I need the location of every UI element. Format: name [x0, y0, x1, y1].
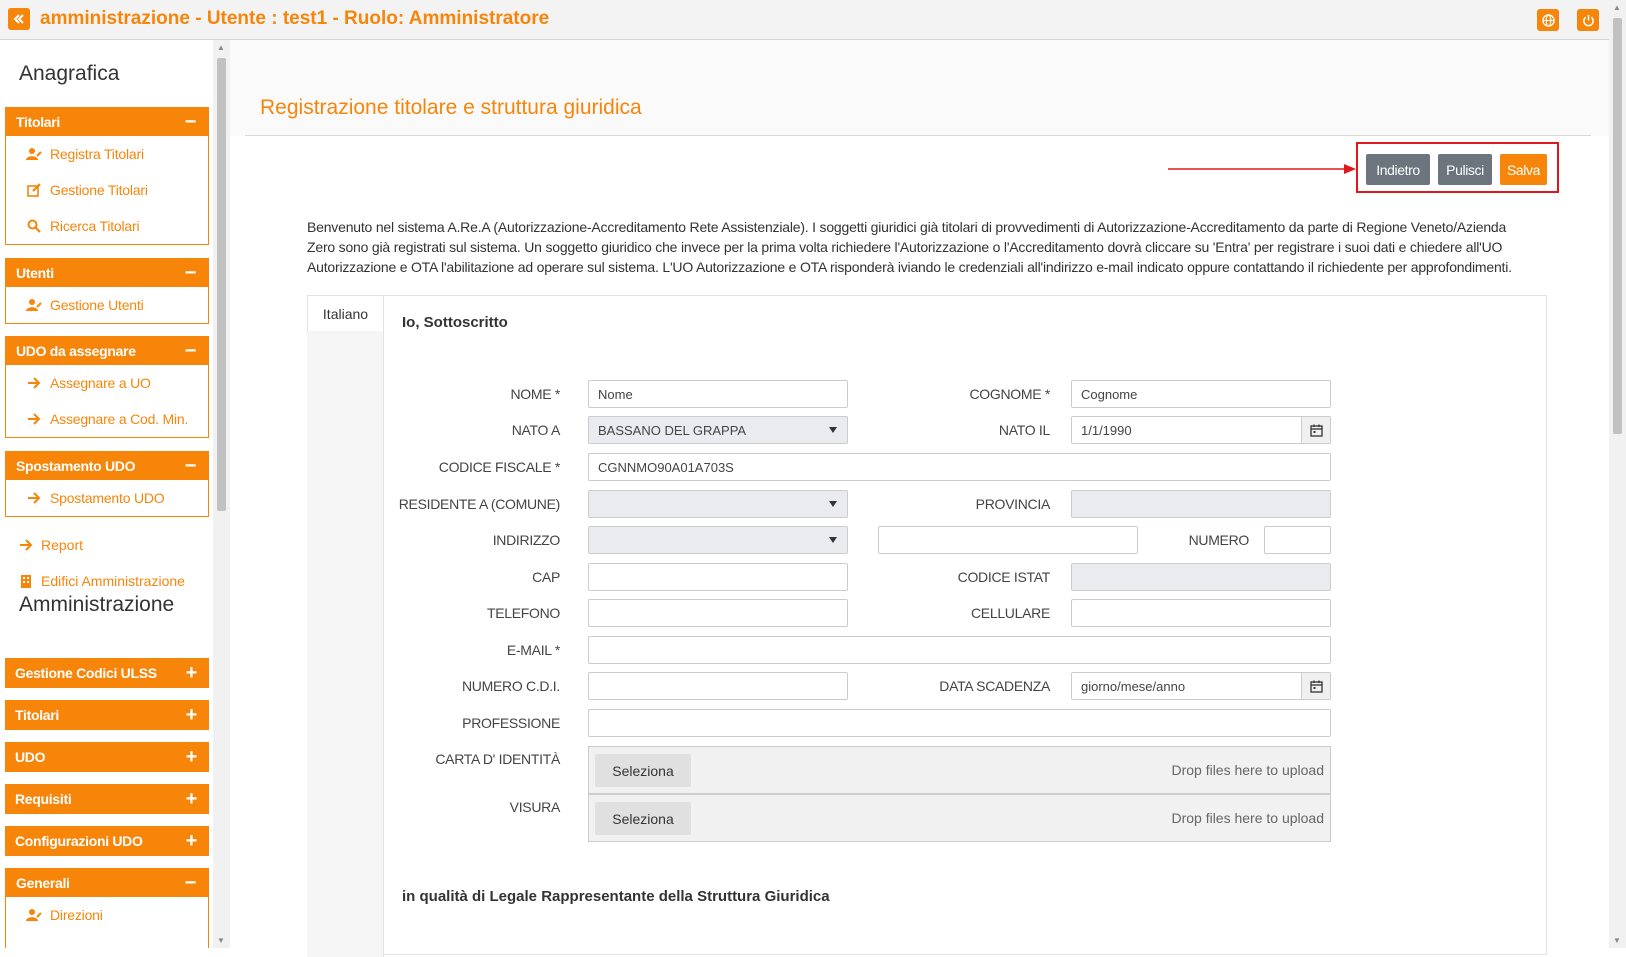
sidebar-item-report[interactable]: Report	[17, 537, 83, 553]
scroll-down-icon[interactable]: ▼	[1613, 936, 1621, 945]
clear-button[interactable]: Pulisci	[1438, 154, 1492, 185]
power-icon	[1582, 14, 1595, 27]
carta-identita-select-button[interactable]: Seleziona	[595, 754, 691, 787]
label-nome: NOME *	[510, 386, 560, 402]
group-titolari	[5, 107, 209, 245]
logout-button[interactable]	[1577, 9, 1599, 31]
section-title-legale-rappresentante: in qualità di Legale Rappresentante della Struttura Giuridica	[402, 888, 830, 905]
group-utenti	[5, 258, 209, 324]
label-indirizzo: INDIRIZZO	[492, 532, 560, 548]
group-udo[interactable]: UDO +	[5, 742, 209, 772]
indirizzo-select[interactable]	[588, 526, 848, 554]
cognome-input[interactable]: Cognome	[1071, 380, 1331, 408]
indirizzo-input[interactable]	[878, 526, 1138, 554]
group-gestione-codici-ulss[interactable]: Gestione Codici ULSS +	[5, 658, 209, 688]
collapse-icon: −	[184, 261, 196, 284]
sidebar-item-assegnare-uo[interactable]: Assegnare a UO	[6, 365, 208, 401]
provincia-input	[1071, 490, 1331, 518]
sidebar-scrollbar[interactable]	[213, 40, 230, 948]
data-scadenza-datepicker[interactable]: giorno/mese/anno	[1071, 672, 1331, 700]
sidebar-item-spostamento-udo[interactable]: Spostamento UDO	[6, 480, 208, 516]
label-provincia: PROVINCIA	[975, 496, 1050, 512]
group-titolari-header[interactable]: Titolari −	[6, 108, 208, 136]
visura-select-button[interactable]: Seleziona	[595, 802, 691, 835]
expand-icon: +	[185, 703, 197, 726]
label-data-scadenza: DATA SCADENZA	[939, 678, 1050, 694]
sidebar	[0, 40, 213, 948]
section-amministrazione: Amministrazione	[19, 593, 175, 616]
arrow-right-icon	[27, 377, 41, 389]
sidebar-item-direzioni[interactable]: Direzioni	[6, 897, 208, 933]
label-codice-istat: CODICE ISTAT	[957, 569, 1050, 585]
calendar-icon[interactable]	[1301, 673, 1330, 699]
nome-input[interactable]: Nome	[588, 380, 848, 408]
top-bar	[0, 0, 1609, 40]
label-residente: RESIDENTE A (COMUNE)	[398, 496, 560, 512]
group-spostamento-udo	[5, 451, 209, 517]
collapse-sidebar-button[interactable]	[8, 8, 30, 30]
page-title: Registrazione titolare e struttura giuridica	[260, 96, 642, 119]
collapse-icon: −	[184, 871, 196, 894]
arrow-right-icon	[19, 539, 33, 551]
expand-icon: +	[185, 829, 197, 852]
scroll-up-icon[interactable]: ▲	[1613, 3, 1621, 12]
main-scrollbar-thumb[interactable]	[1613, 18, 1622, 434]
label-email: E-MAIL *	[506, 642, 560, 658]
label-nato-il: NATO IL	[998, 422, 1050, 438]
telefono-input[interactable]	[588, 599, 848, 627]
group-requisiti[interactable]: Requisiti +	[5, 784, 209, 814]
expand-icon: +	[185, 787, 197, 810]
arrow-right-icon	[27, 413, 41, 425]
group-udo-da-assegnare	[5, 336, 209, 438]
group-titolari-admin[interactable]: Titolari +	[5, 700, 209, 730]
label-visura: VISURA	[509, 799, 560, 815]
label-numero-cdi: NUMERO C.D.I.	[462, 678, 560, 694]
tab-italiano[interactable]: Italiano	[307, 295, 384, 331]
user-edit-icon	[26, 147, 42, 161]
user-edit-icon	[26, 298, 42, 312]
group-configurazioni-udo[interactable]: Configurazioni UDO +	[5, 826, 209, 856]
label-cap: CAP	[532, 569, 560, 585]
sidebar-item-gestione-titolari[interactable]: Gestione Titolari	[6, 172, 208, 208]
user-edit-icon	[26, 908, 42, 922]
codice-fiscale-input[interactable]: CGNNMO90A01A703S	[588, 453, 1331, 481]
language-button[interactable]	[1537, 9, 1559, 31]
scroll-down-icon[interactable]: ▼	[217, 936, 225, 945]
button-highlight-box	[1356, 142, 1559, 193]
group-spostamento-udo-header[interactable]: Spostamento UDO −	[6, 452, 208, 480]
cap-input[interactable]	[588, 563, 848, 591]
expand-icon: +	[185, 745, 197, 768]
tab-strip	[307, 331, 384, 957]
chevron-down-icon	[829, 427, 837, 433]
chevron-down-icon	[829, 501, 837, 507]
double-chevron-left-icon	[13, 13, 25, 25]
sidebar-item-edifici[interactable]: Edifici Amministrazione	[17, 573, 185, 589]
nato-il-datepicker[interactable]: 1/1/1990	[1071, 416, 1331, 444]
sidebar-item-assegnare-cod-min[interactable]: Assegnare a Cod. Min.	[6, 401, 208, 437]
search-icon	[27, 219, 41, 233]
group-generali	[5, 868, 209, 948]
label-nato-a: NATO A	[511, 422, 560, 438]
calendar-icon[interactable]	[1301, 417, 1330, 443]
cellulare-input[interactable]	[1071, 599, 1331, 627]
building-icon	[20, 574, 32, 588]
divider	[245, 135, 1591, 136]
label-carta-identita: CARTA D' IDENTITÀ	[435, 751, 560, 767]
globe-icon	[1542, 14, 1555, 27]
label-telefono: TELEFONO	[486, 605, 560, 621]
main-content	[230, 40, 1609, 948]
visura-upload[interactable]	[588, 794, 1331, 842]
sidebar-item-ricerca-titolari[interactable]: Ricerca Titolari	[6, 208, 208, 244]
nato-a-select[interactable]: BASSANO DEL GRAPPA	[588, 416, 848, 444]
edit-icon	[27, 183, 42, 197]
group-generali-header[interactable]: Generali −	[6, 869, 208, 897]
main-scrollbar[interactable]	[1609, 0, 1626, 948]
save-button[interactable]: Salva	[1500, 154, 1547, 185]
section-anagrafica: Anagrafica	[19, 62, 120, 85]
sidebar-scrollbar-thumb[interactable]	[217, 58, 226, 511]
label-professione: PROFESSIONE	[462, 715, 560, 731]
expand-icon: +	[185, 661, 197, 684]
annotation-arrow	[1168, 163, 1358, 175]
collapse-icon: −	[184, 339, 196, 362]
numero-input[interactable]	[1264, 526, 1331, 554]
label-numero: NUMERO	[1188, 532, 1249, 548]
label-codice-fiscale: CODICE FISCALE *	[438, 459, 560, 475]
collapse-icon: −	[184, 454, 196, 477]
group-utenti-header[interactable]: Utenti −	[6, 259, 208, 287]
email-input[interactable]	[588, 636, 1331, 664]
back-button[interactable]: Indietro	[1366, 154, 1430, 185]
sidebar-item-registra-titolari[interactable]: Registra Titolari	[6, 136, 208, 172]
app-title: amministrazione - Utente : test1 - Ruolo: Amministratore	[40, 8, 550, 29]
intro-text: Benvenuto nel sistema A.Re.A (Autorizzazione-Accreditamento Rete Assistenziale). I soggetti giuridici già titolari di provvedimenti di Autorizzazione-Accreditamento da parte di Regione Veneto/Azienda Zero sono già registrati sul sistema. Un soggetto giuridico che invece per la prima volta richiedere l'Autorizzazione o l'Accreditamento dovrà cliccare su 'Entra' per registrare i suoi dati e chiedere all'UO Autorizzazione e OTA l'abilitazione ad operare sul sistema. L'UO Autorizzazione e OTA risponderà iviando le credenziali all'indirizzo e-mail indicato oppure contattando il richiedente per approfondimenti.	[307, 219, 1512, 275]
label-cellulare: CELLULARE	[970, 605, 1050, 621]
scroll-up-icon[interactable]: ▲	[217, 43, 225, 52]
codice-istat-input	[1071, 563, 1331, 591]
section-title-sottoscritto: Io, Sottoscritto	[402, 314, 508, 331]
form-panel	[307, 295, 1547, 955]
professione-input[interactable]	[588, 709, 1331, 737]
numero-cdi-input[interactable]	[588, 672, 848, 700]
chevron-down-icon	[829, 537, 837, 543]
residente-select[interactable]	[588, 490, 848, 518]
page-header	[230, 40, 1609, 136]
carta-identita-upload[interactable]	[588, 746, 1331, 794]
sidebar-item-gestione-utenti[interactable]: Gestione Utenti	[6, 287, 208, 323]
collapse-icon: −	[184, 110, 196, 133]
group-udo-da-assegnare-header[interactable]: UDO da assegnare −	[6, 337, 208, 365]
drop-zone-text: Drop files here to upload	[1171, 810, 1324, 826]
label-cognome: COGNOME *	[969, 386, 1050, 402]
drop-zone-text: Drop files here to upload	[1171, 762, 1324, 778]
arrow-right-icon	[27, 492, 41, 504]
